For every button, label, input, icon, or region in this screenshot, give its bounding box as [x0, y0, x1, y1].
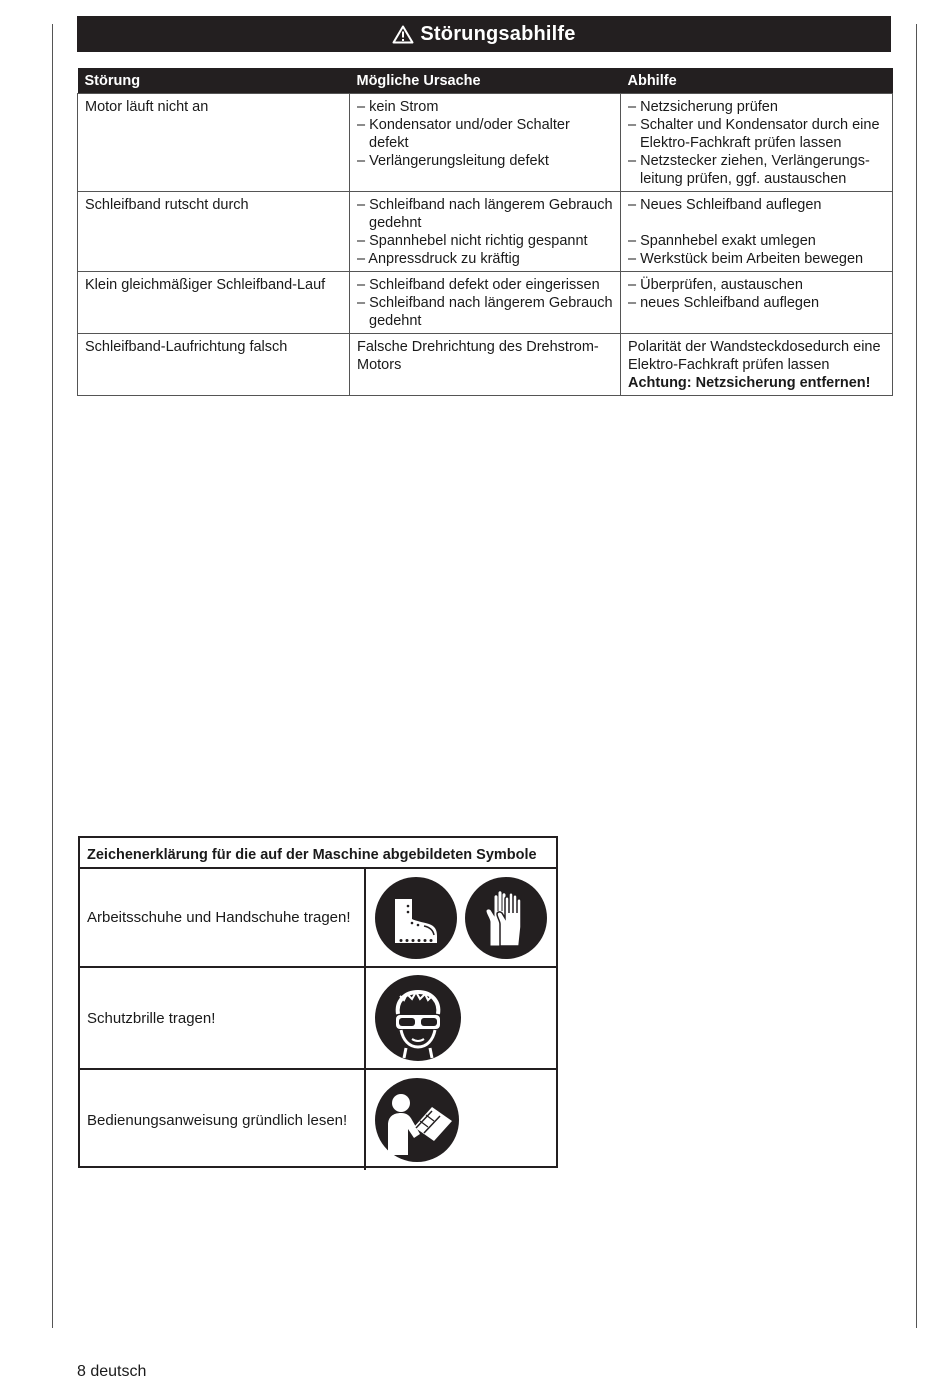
safety-goggles-icon — [374, 974, 462, 1062]
legend-icons — [366, 968, 556, 1068]
table-row — [78, 334, 893, 396]
table-row — [78, 192, 893, 272]
remedy-cell — [621, 192, 893, 272]
legend-row — [80, 1070, 556, 1170]
cause-cell — [350, 192, 621, 272]
table-header-row — [78, 68, 893, 94]
header-cause: Mögliche Ursache — [350, 68, 621, 94]
read-manual-icon — [374, 1077, 460, 1163]
section-title-bar — [77, 16, 891, 52]
remedy-item: – Netzstecker ziehen, Verlängerungsleitung prüfen, ggf. austauschen — [628, 153, 870, 187]
section-title: Störungsabhilfe — [420, 22, 576, 45]
legend-row — [80, 968, 556, 1070]
header-fault: Störung — [78, 68, 350, 94]
remedy-warning: Achtung: Netzsicherung entfernen! — [628, 375, 871, 391]
cause-cell: Falsche Drehrichtung des Drehstrom-Motors — [350, 334, 621, 396]
remedy-item: – neues Schleifband auflegen — [628, 295, 820, 311]
cause-item: – Schleifband nach längerem Gebrauch gedehnt — [357, 295, 613, 329]
cause-cell — [350, 94, 621, 192]
legend-icons — [366, 869, 556, 966]
fault-cell: Motor läuft nicht an — [78, 94, 350, 192]
troubleshooting-table — [77, 68, 893, 396]
cause-item: – kein Strom — [357, 99, 439, 115]
remedy-item: – Schalter und Kondensator durch eine Elektro-Fachkraft prüfen lassen — [628, 117, 880, 151]
page-margin-rule-left — [52, 24, 53, 1328]
legend-label: Arbeitsschuhe und Handschuhe tragen! — [80, 869, 366, 966]
remedy-spacer — [628, 214, 885, 232]
legend-heading: Zeichenerklärung für die auf der Maschine abgebildeten Symbole — [80, 838, 556, 869]
gloves-icon — [464, 876, 548, 960]
page-footer: 8 deutsch — [77, 1363, 147, 1380]
fault-cell: Schleifband-Laufrichtung falsch — [78, 334, 350, 396]
remedy-cell — [621, 334, 893, 396]
legend-label: Bedienungsanweisung gründlich lesen! — [80, 1070, 366, 1170]
remedy-item: – Netzsicherung prüfen — [628, 99, 778, 115]
remedy-text: Polarität der Wandsteckdosedurch eine Elektro-Fachkraft prüfen lassen — [628, 339, 881, 373]
cause-item: – Anpressdruck zu kräftig — [357, 251, 520, 267]
cause-item: – Verlängerungsleitung defekt — [357, 153, 549, 169]
table-row — [78, 94, 893, 192]
cause-item: – Schleifband nach längerem Gebrauch gedehnt — [357, 197, 613, 231]
remedy-cell — [621, 94, 893, 192]
legend-row — [80, 869, 556, 968]
cause-cell — [350, 272, 621, 334]
remedy-item: – Werkstück beim Arbeiten bewegen — [628, 251, 864, 267]
cause-item: – Spannhebel nicht richtig gespannt — [357, 233, 588, 249]
warning-triangle-icon — [392, 25, 414, 44]
remedy-cell — [621, 272, 893, 334]
cause-item: – Schleifband defekt oder eingerissen — [357, 277, 600, 293]
remedy-item: – Überprüfen, austauschen — [628, 277, 803, 293]
fault-cell: Schleifband rutscht durch — [78, 192, 350, 272]
safety-boot-icon — [374, 876, 458, 960]
fault-cell: Klein gleichmäßiger Schleifband-Lauf — [78, 272, 350, 334]
legend-label: Schutzbrille tragen! — [80, 968, 366, 1068]
legend-icons — [366, 1070, 556, 1170]
cause-item: – Kondensator und/oder Schalter defekt — [357, 117, 570, 151]
page-margin-rule-right — [916, 24, 917, 1328]
remedy-item: – Spannhebel exakt umlegen — [628, 233, 816, 249]
header-remedy: Abhilfe — [621, 68, 893, 94]
table-row — [78, 272, 893, 334]
symbol-legend — [78, 836, 558, 1168]
remedy-item: – Neues Schleifband auflegen — [628, 197, 822, 213]
